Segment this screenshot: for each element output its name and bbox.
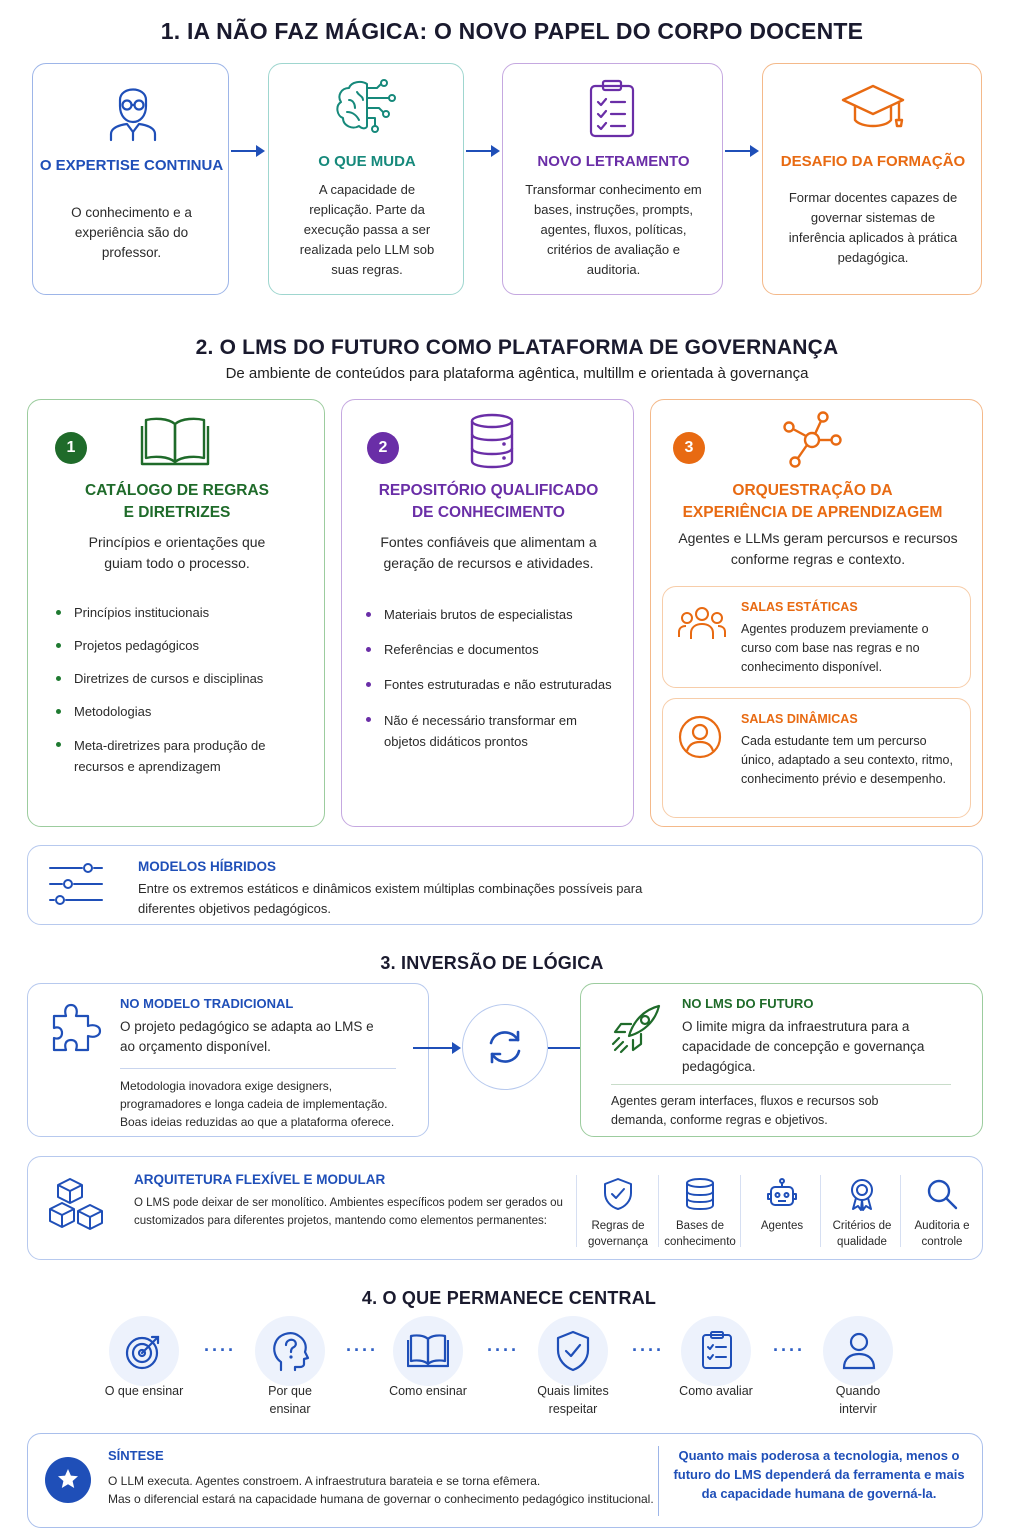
- brain-circuit-icon: [333, 78, 401, 136]
- divider: [576, 1175, 577, 1247]
- column-knowledge-repo: [341, 399, 634, 827]
- static-rooms-title: SALAS ESTÁTICAS: [741, 600, 858, 614]
- shield-check-icon-circle: [538, 1316, 608, 1386]
- element-governance-rules: [580, 1177, 656, 1250]
- element-label: Bases de conhecimento: [664, 1220, 736, 1248]
- list-item: Metodologias: [52, 702, 312, 721]
- dotted-connector: ····: [632, 1340, 664, 1360]
- central-item-label: Por que ensinar: [268, 1384, 312, 1416]
- repo-list: [362, 605, 624, 752]
- divider: [611, 1084, 951, 1085]
- central-item-label: O que ensinar: [104, 1384, 184, 1398]
- section3-title: 3. INVERSÃO DE LÓGICA: [380, 953, 604, 973]
- synthesis-line2: Mas o diferencial estará na capacidade humana de governar o conhecimento pedagógico institucional.: [108, 1492, 654, 1506]
- shield-check-icon: [555, 1330, 591, 1372]
- refresh-cycle-icon: [483, 1025, 527, 1069]
- architecture-title: ARQUITETURA FLEXÍVEL E MODULAR: [134, 1172, 386, 1187]
- column-orchestration: [650, 399, 983, 827]
- element-label: Auditoria e controle: [914, 1220, 970, 1248]
- column-number: 2: [367, 432, 399, 464]
- column-title-line: ORQUESTRAÇÃO DA: [732, 482, 893, 499]
- dynamic-rooms-title: SALAS DINÂMICAS: [741, 712, 858, 726]
- central-item-label: Como ensinar: [389, 1384, 467, 1398]
- open-book-icon: [140, 414, 210, 468]
- column-title-line: REPOSITÓRIO QUALIFICADO: [378, 482, 599, 499]
- column-orchestration-title: [651, 480, 974, 524]
- person-icon-circle: [823, 1316, 893, 1386]
- flow-arrow: [231, 150, 263, 152]
- sliders-icon: [48, 860, 104, 908]
- column-repo-title: [342, 480, 635, 524]
- rules-list: [52, 603, 312, 777]
- section4-title: 4. O QUE PERMANECE CENTRAL: [361, 1288, 657, 1308]
- column-rules-title: [28, 480, 326, 524]
- shield-check-icon: [602, 1177, 634, 1211]
- card-expertise-text: O conhecimento e a experiência são do professor.: [71, 205, 192, 260]
- future-lms-text: O limite migra da infraestrutura para a capacidade de concepção e governança pedagógica.: [682, 1019, 925, 1074]
- traditional-model-text: O projeto pedagógico se adapta ao LMS e ao orçamento disponível.: [120, 1019, 374, 1054]
- cubes-icon: [48, 1175, 112, 1233]
- clipboard-checklist-icon: [701, 1330, 733, 1370]
- section1-title: 1. IA NÃO FAZ MÁGICA: O NOVO PAPEL DO CORPO DOCENTE: [160, 18, 864, 44]
- flow-arrow: [725, 150, 757, 152]
- list-item: Projetos pedagógicos: [52, 636, 312, 655]
- puzzle-piece-icon: [48, 1002, 106, 1054]
- synthesis-box: [27, 1433, 983, 1528]
- award-ribbon-icon: [846, 1177, 878, 1211]
- divider: [820, 1175, 821, 1247]
- card-new-literacy-title: NOVO LETRAMENTO: [537, 153, 690, 170]
- element-label: Agentes: [760, 1220, 804, 1232]
- robot-icon: [765, 1177, 799, 1211]
- future-lms-title: NO LMS DO FUTURO: [682, 996, 814, 1011]
- teacher-icon: [105, 78, 161, 142]
- target-icon: [124, 1331, 164, 1371]
- element-knowledge-bases: [660, 1177, 740, 1250]
- future-lms-box: [580, 983, 983, 1137]
- star-badge: [45, 1457, 91, 1503]
- card-training-challenge-title: DESAFIO DA FORMAÇÃO: [780, 153, 966, 170]
- architecture-box: [27, 1156, 983, 1260]
- magnifier-icon: [925, 1177, 959, 1211]
- hybrid-models-box: [27, 845, 983, 925]
- column-number: 1: [55, 432, 87, 464]
- static-rooms-text: Agentes produzem previamente o curso com base nas regras e no conhecimento disponível.: [741, 622, 929, 674]
- column-title-line: DE CONHECIMENTO: [411, 504, 565, 521]
- target-icon-circle: [109, 1316, 179, 1386]
- clipboard-checklist-icon: [587, 78, 637, 138]
- open-book-icon: [407, 1333, 449, 1369]
- head-question-icon: [271, 1330, 311, 1372]
- card-what-changes-title: O QUE MUDA: [318, 153, 416, 170]
- dotted-connector: ····: [773, 1340, 805, 1360]
- element-label: Regras de governança: [587, 1220, 649, 1248]
- card-expertise-title: O EXPERTISE CONTINUA: [39, 157, 224, 174]
- person-circle-icon: [678, 715, 722, 759]
- column-rules-desc: Princípios e orientações que guiam todo o processo.: [88, 534, 266, 571]
- hybrid-models-text: Entre os extremos estáticos e dinâmicos existem múltiplas combinações possíveis para diferentes objetivos pedagógicos.: [138, 881, 643, 916]
- divider: [120, 1068, 396, 1069]
- static-rooms-box: [662, 586, 971, 688]
- synthesis-quote: Quanto mais poderosa a tecnologia, menos o futuro do LMS dependerá da ferramenta e mais da capacidade humana de governá-la.: [673, 1448, 965, 1501]
- clipboard-checklist-icon-circle: [681, 1316, 751, 1386]
- element-label: Critérios de qualidade: [832, 1220, 892, 1248]
- dotted-connector: ····: [204, 1340, 236, 1360]
- list-item: Referências e documentos: [362, 640, 624, 659]
- synthesis-line1: O LLM executa. Agentes constroem. A infraestrutura barateia e se torna efêmera.: [108, 1474, 541, 1488]
- divider: [900, 1175, 901, 1247]
- star-icon: [56, 1467, 80, 1491]
- list-item: Materiais brutos de especialistas: [362, 605, 624, 624]
- central-item-label: Quando intervir: [835, 1384, 881, 1416]
- list-item: Princípios institucionais: [52, 603, 312, 622]
- traditional-model-title: NO MODELO TRADICIONAL: [120, 996, 294, 1011]
- card-expertise: [32, 63, 229, 295]
- network-nodes-icon: [781, 410, 843, 470]
- column-number: 3: [673, 432, 705, 464]
- column-title-line: CATÁLOGO DE REGRAS: [85, 482, 269, 499]
- traditional-model-box: [27, 983, 429, 1137]
- column-title-line: E DIRETRIZES: [123, 504, 231, 521]
- card-training-challenge-text: Formar docentes capazes de governar sistemas de inferência aplicados à prática pedagógica.: [788, 190, 958, 265]
- column-title-line: EXPERIÊNCIA DE APRENDIZAGEM: [682, 504, 943, 521]
- inversion-circle: [462, 1004, 548, 1090]
- dotted-connector: ····: [346, 1340, 378, 1360]
- list-item: Meta-diretrizes para produção de recursos e aprendizagem: [52, 735, 312, 777]
- card-training-challenge: [762, 63, 982, 295]
- card-new-literacy: [502, 63, 723, 295]
- synthesis-title: SÍNTESE: [108, 1448, 164, 1463]
- element-audit-control: [902, 1177, 982, 1250]
- flow-arrow: [466, 150, 498, 152]
- rocket-icon: [609, 1002, 663, 1056]
- person-icon: [841, 1331, 877, 1371]
- divider: [740, 1175, 741, 1247]
- future-lms-detail: Agentes geram interfaces, fluxos e recursos sob demanda, conforme regras e objetivos.: [611, 1094, 879, 1127]
- column-repo-desc: Fontes confiáveis que alimentam a geração de recursos e atividades.: [380, 534, 597, 571]
- list-item: Diretrizes de cursos e disciplinas: [52, 669, 312, 688]
- dynamic-rooms-box: [662, 698, 971, 818]
- open-book-icon-circle: [393, 1316, 463, 1386]
- element-quality-criteria: [822, 1177, 902, 1250]
- card-what-changes: [268, 63, 464, 295]
- column-rules-catalog: [27, 399, 325, 827]
- architecture-text: O LMS pode deixar de ser monolítico. Ambientes específicos podem ser gerados ou customizados para diferentes projetos, mantendo como elementos permanentes:: [134, 1197, 563, 1227]
- central-item-label: Quais limites respeitar: [537, 1384, 609, 1416]
- column-orchestration-desc: Agentes e LLMs geram percursos e recursos conforme regras e contexto.: [678, 530, 958, 567]
- section2-subtitle: De ambiente de conteúdos para plataforma agêntica, multillm e orientada à governança: [225, 365, 809, 382]
- people-group-icon: [677, 605, 727, 641]
- dotted-connector: ····: [487, 1340, 519, 1360]
- head-question-icon-circle: [255, 1316, 325, 1386]
- database-icon: [468, 412, 516, 470]
- list-item: Fontes estruturadas e não estruturadas: [362, 675, 624, 694]
- list-item: Não é necessário transformar em objetos didáticos prontos: [362, 710, 582, 752]
- card-new-literacy-text: Transformar conhecimento em bases, instruções, prompts, agentes, fluxos, políticas, critérios de avaliação e auditoria.: [525, 182, 702, 277]
- element-agents: [742, 1177, 822, 1234]
- divider: [658, 1175, 659, 1247]
- flow-arrow: [413, 1047, 459, 1049]
- database-icon: [684, 1177, 716, 1211]
- traditional-model-detail: Metodologia inovadora exige designers, programadores e longa cadeia de implementação. Boas ideias reduzidas ao que a plataforma oferece.: [120, 1079, 395, 1129]
- central-item-label: Como avaliar: [679, 1384, 753, 1398]
- graduation-cap-icon: [839, 82, 907, 134]
- card-what-changes-text: A capacidade de replicação. Parte da execução passa a ser realizada pelo LLM sob suas regras.: [299, 182, 435, 277]
- dynamic-rooms-text: Cada estudante tem um percurso único, adaptado a seu contexto, ritmo, conhecimento prévio e desempenho.: [741, 734, 953, 786]
- divider: [658, 1446, 659, 1516]
- section2-title: 2. O LMS DO FUTURO COMO PLATAFORMA DE GOVERNANÇA: [195, 336, 839, 359]
- hybrid-models-title: MODELOS HÍBRIDOS: [138, 859, 277, 874]
